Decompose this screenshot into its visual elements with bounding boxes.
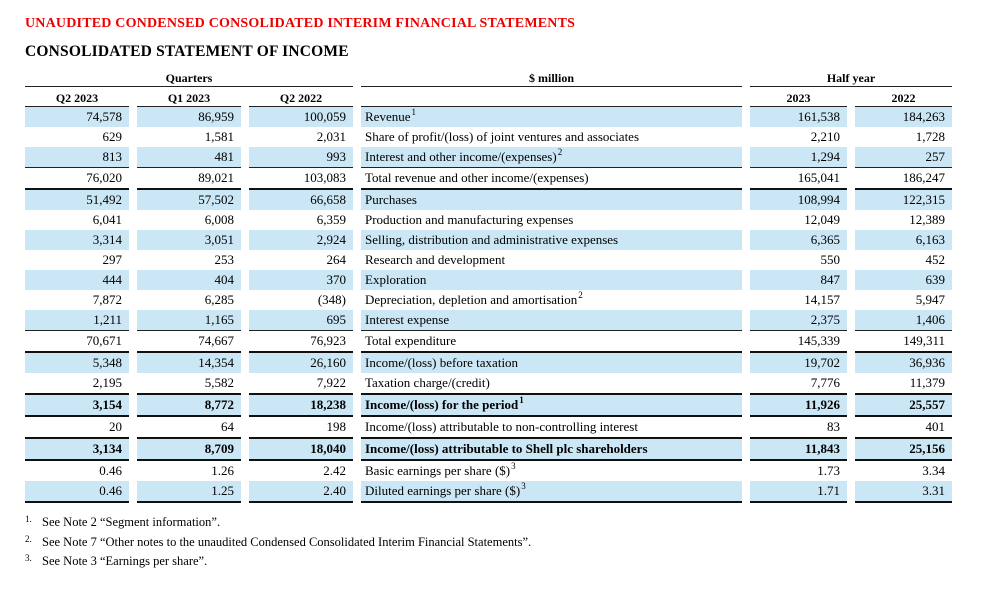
footnote-reference: 2	[557, 146, 563, 157]
cell-q1-2023: 57,502	[137, 190, 241, 210]
cell-q2-2022: 6,359	[316, 212, 346, 227]
cell-half-year-2022: 1,406	[855, 310, 952, 331]
table-row	[25, 210, 952, 230]
cell-half-year-2023: 2,375	[750, 310, 847, 331]
cell-half-year-2022: 184,263	[855, 107, 952, 127]
cell-half-year-2023: 6,365	[750, 230, 847, 250]
cell-half-year-2022: 11,379	[855, 373, 952, 395]
cell-q2-2022: 993	[249, 147, 353, 168]
table-row	[25, 481, 952, 503]
cell-q2-2022: 7,922	[249, 373, 353, 395]
row-label: Interest expense	[361, 310, 742, 331]
row-label: Share of profit/(loss) of joint ventures and associates	[365, 129, 640, 144]
cell-q2-2022: 18,040	[249, 439, 353, 461]
cell-q1-2023: 14,354	[137, 353, 241, 373]
cell-q2-2023: 76,020	[25, 168, 129, 190]
cell-q2-2023: 5,348	[25, 353, 129, 373]
cell-half-year-2023: 145,339	[750, 331, 847, 353]
row-label: Basic earnings per share ($)$^3$	[365, 460, 516, 478]
cell-half-year-2023: 2,210	[810, 129, 840, 144]
cell-q2-2022: 26,160	[249, 353, 353, 373]
cell-half-year-2022: 186,247	[855, 168, 952, 190]
table-row	[25, 127, 952, 147]
footnote-reference: 3	[511, 460, 516, 471]
cell-q2-2023: 0.46	[99, 463, 122, 478]
footnote-marker: 2.	[25, 533, 32, 544]
row-label: Income/(loss) attributable to non-controlling interest	[361, 417, 742, 439]
cell-q2-2023: 2,195	[25, 373, 129, 395]
cell-q2-2023: 3,154	[25, 395, 129, 417]
row-label: Selling, distribution and administrative expenses	[361, 230, 742, 250]
cell-half-year-2022: 149,311	[855, 331, 952, 353]
cell-half-year-2022: 12,389	[909, 212, 945, 227]
cell-q1-2023: 86,959	[137, 107, 241, 127]
cell-half-year-2022: 257	[855, 147, 952, 168]
cell-q1-2023: 8,709	[137, 439, 241, 461]
cell-q2-2023: 74,578	[25, 107, 129, 127]
quarters-group-header: Quarters	[25, 69, 353, 87]
footnote	[25, 552, 970, 572]
table-row	[25, 250, 952, 270]
cell-half-year-2023: 550	[820, 252, 840, 267]
cell-half-year-2022: 36,936	[855, 353, 952, 373]
table-row	[25, 353, 952, 373]
column-header-hy-2023: 2023	[750, 87, 847, 107]
row-label: Total revenue and other income/(expenses)	[361, 168, 742, 190]
table-row	[25, 310, 952, 331]
cell-q2-2022: 103,083	[249, 168, 353, 190]
cell-q2-2023: 813	[25, 147, 129, 168]
table-body	[25, 107, 952, 503]
cell-q2-2023: 51,492	[25, 190, 129, 210]
table-row	[25, 439, 952, 461]
cell-half-year-2022: 5,947	[915, 292, 945, 307]
cell-q2-2022: 370	[249, 270, 353, 290]
row-label: Income/(loss) for the period$^1$	[361, 395, 742, 417]
cell-q2-2022: 198	[249, 417, 353, 439]
cell-q1-2023: 74,667	[137, 331, 241, 353]
cell-q2-2022: 2,924	[249, 230, 353, 250]
table-column-header-row	[25, 87, 952, 107]
cell-q2-2023: 3,134	[25, 439, 129, 461]
cell-half-year-2022: 401	[855, 417, 952, 439]
cell-half-year-2022: 3.34	[922, 463, 945, 478]
row-label: Depreciation, depletion and amortisation$^2$	[365, 289, 583, 307]
table-row	[25, 417, 952, 439]
cell-q2-2023: 3,314	[25, 230, 129, 250]
cell-q2-2022: 2.42	[323, 463, 346, 478]
row-label: Income/(loss) before taxation	[361, 353, 742, 373]
cell-q2-2022: 18,238	[249, 395, 353, 417]
table-row	[25, 107, 952, 127]
row-label: Taxation charge/(credit)	[361, 373, 742, 395]
row-label: Diluted earnings per share ($)$^3$	[361, 481, 742, 503]
income-statement-table	[17, 69, 960, 503]
footnote-reference: 3	[521, 480, 526, 491]
cell-q2-2023: 444	[25, 270, 129, 290]
cell-q1-2023: 1.25	[137, 481, 241, 503]
table-row	[25, 270, 952, 290]
table-row	[25, 147, 952, 168]
cell-half-year-2022: 25,557	[855, 395, 952, 417]
cell-q1-2023: 6,008	[204, 212, 234, 227]
cell-half-year-2022: 639	[855, 270, 952, 290]
cell-half-year-2023: 11,843	[750, 439, 847, 461]
cell-half-year-2023: 14,157	[804, 292, 840, 307]
cell-q2-2022: 76,923	[249, 331, 353, 353]
footnote-text: See Note 2 “Segment information”.	[42, 515, 221, 529]
table-row	[25, 230, 952, 250]
column-header-q1-2023: Q1 2023	[137, 87, 241, 107]
cell-half-year-2022: 1,728	[915, 129, 945, 144]
cell-q1-2023: 1,581	[204, 129, 234, 144]
table-row	[25, 190, 952, 210]
cell-q1-2023: 64	[137, 417, 241, 439]
footnote-marker: 3.	[25, 553, 32, 563]
row-label: Production and manufacturing expenses	[365, 212, 574, 227]
row-label: Income/(loss) attributable to Shell plc shareholders	[361, 439, 742, 461]
cell-q1-2023: 89,021	[137, 168, 241, 190]
row-label: Exploration	[361, 270, 742, 290]
cell-q2-2022: 66,658	[249, 190, 353, 210]
cell-half-year-2023: 1,294	[750, 147, 847, 168]
cell-q1-2023: 5,582	[137, 373, 241, 395]
cell-q1-2023: 8,772	[137, 395, 241, 417]
footnotes	[25, 513, 970, 572]
cell-q1-2023: 481	[137, 147, 241, 168]
cell-half-year-2023: 161,538	[750, 107, 847, 127]
cell-q2-2023: 7,872	[92, 292, 122, 307]
cell-half-year-2022: 6,163	[855, 230, 952, 250]
cell-q1-2023: 1.26	[211, 463, 234, 478]
cell-q2-2022: (348)	[317, 292, 346, 307]
cell-half-year-2023: 108,994	[750, 190, 847, 210]
footnote-text: See Note 3 “Earnings per share”.	[42, 554, 208, 568]
cell-q1-2023: 3,051	[137, 230, 241, 250]
cell-q2-2023: 6,041	[92, 212, 122, 227]
cell-q1-2023: 253	[214, 252, 234, 267]
statement-title: CONSOLIDATED STATEMENT OF INCOME	[25, 43, 349, 60]
cell-half-year-2023: 19,702	[750, 353, 847, 373]
column-header-q2-2022: Q2 2022	[249, 87, 353, 107]
cell-q2-2022: 2.40	[249, 481, 353, 503]
column-header-description-spacer	[361, 87, 742, 107]
footnote-text: See Note 7 “Other notes to the unaudited Condensed Consolidated Interim Financial Statements”.	[42, 534, 532, 549]
unit-header: $ million	[361, 69, 742, 87]
table-row	[25, 395, 952, 417]
cell-half-year-2023: 1.73	[817, 463, 840, 478]
cell-q2-2023: 20	[25, 417, 129, 439]
cell-half-year-2023: 1.71	[750, 481, 847, 503]
row-label: Interest and other income/(expenses)$^2$	[361, 147, 742, 168]
table-row	[25, 461, 952, 481]
row-label: Research and development	[365, 252, 506, 267]
column-header-q2-2023: Q2 2023	[25, 87, 129, 107]
cell-half-year-2023: 12,049	[804, 212, 840, 227]
cell-half-year-2022: 122,315	[855, 190, 952, 210]
cell-half-year-2023: 7,776	[750, 373, 847, 395]
table-row	[25, 331, 952, 353]
cell-q1-2023: 404	[137, 270, 241, 290]
footnote	[25, 513, 970, 533]
cell-q2-2022: 2,031	[316, 129, 346, 144]
cell-q2-2023: 0.46	[25, 481, 129, 503]
cell-q2-2022: 100,059	[249, 107, 353, 127]
table-row	[25, 168, 952, 190]
cell-half-year-2023: 165,041	[750, 168, 847, 190]
footnote-marker: 1.	[25, 514, 32, 524]
cell-q2-2022: 264	[326, 252, 346, 267]
cell-q2-2023: 297	[102, 252, 122, 267]
row-label: Purchases	[361, 190, 742, 210]
half-year-group-header: Half year	[750, 69, 952, 87]
cell-q2-2022: 695	[249, 310, 353, 331]
table-row	[25, 373, 952, 395]
cell-q1-2023: 1,165	[137, 310, 241, 331]
cell-q2-2023: 629	[102, 129, 122, 144]
footnote-reference: 1	[519, 394, 524, 405]
row-label: Revenue$^1$	[361, 107, 742, 127]
document-title: UNAUDITED CONDENSED CONSOLIDATED INTERIM FINANCIAL STATEMENTS	[25, 16, 576, 31]
cell-half-year-2023: 847	[750, 270, 847, 290]
cell-half-year-2023: 83	[750, 417, 847, 439]
table-row	[25, 290, 952, 310]
table-group-header-row	[25, 69, 952, 87]
cell-half-year-2022: 3.31	[855, 481, 952, 503]
cell-q2-2023: 70,671	[25, 331, 129, 353]
cell-half-year-2023: 11,926	[750, 395, 847, 417]
column-header-hy-2022: 2022	[855, 87, 952, 107]
cell-q2-2023: 1,211	[25, 310, 129, 331]
cell-q1-2023: 6,285	[204, 292, 234, 307]
cell-half-year-2022: 452	[925, 252, 945, 267]
footnote-reference: 2	[578, 289, 583, 300]
cell-half-year-2022: 25,156	[855, 439, 952, 461]
row-label: Total expenditure	[361, 331, 742, 353]
footnote	[25, 533, 970, 553]
footnote-reference: 1	[411, 106, 416, 117]
